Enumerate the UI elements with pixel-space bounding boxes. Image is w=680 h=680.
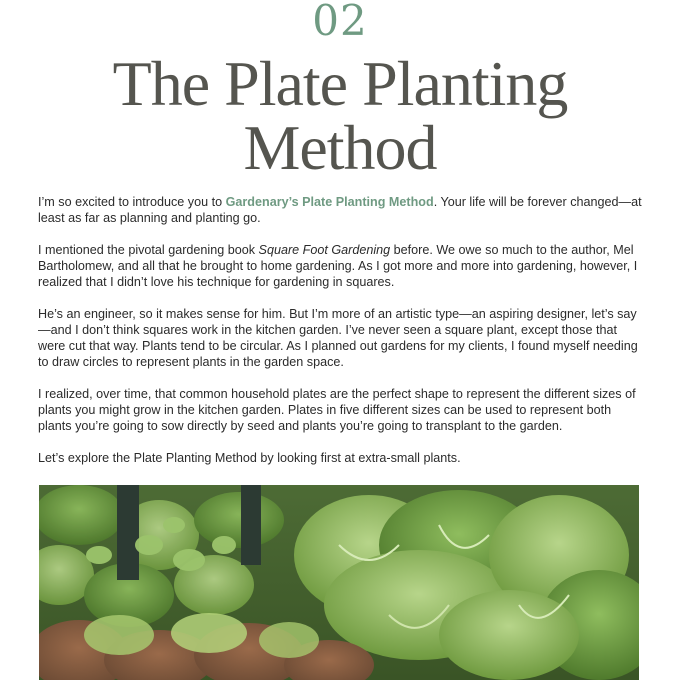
garden-photo [39,485,639,680]
paragraph-1-end: . Your life will be forever changed—at least as far as planning and planting go. [38,195,642,225]
chapter-title-line-2: Method [243,112,437,183]
paragraph-2-end: before. We owe so much to the author, Mel Bartholomew, and all that he brought to home gardening. As I got more and more into gardening, however, I realized that I didn’t love his technique for gardening in squares. [38,243,638,289]
lettuce-photo-illustration [39,485,639,680]
paragraph-2-start: I mentioned the pivotal gardening book [38,243,259,257]
paragraph-1-start: I’m so excited to introduce you to [38,195,226,209]
body-text [38,194,642,482]
chapter-number: 02 [312,0,368,45]
chapter-title [40,48,640,183]
paragraph-3: He’s an engineer, so it makes sense for him. But I’m more of an artistic type—an aspiring designer, let’s say—and I don’t think squares work in the kitchen garden. I’ve never seen a square plant, except those that were cut that way. Plants tend to be circular. As I planned out gardens for my clients, I found myself needing to draw circles to represent plants in the garden space. [38,307,638,369]
method-highlight: Gardenary’s Plate Planting Method [225,195,434,209]
paragraph-5: Let’s explore the Plate Planting Method by looking first at extra-small plants. [38,451,461,465]
chapter-title-line-1: The Plate Planting [112,48,568,119]
paragraph-2 [38,242,642,290]
book-title: Square Foot Gardening [258,243,391,257]
paragraph-4: I realized, over time, that common household plates are the perfect shape to represent the different sizes of plants you might grow in the kitchen garden. Plates in five different sizes can be used to represent both plants you’re going to sow directly by seed and plants you’re going to transplant to the garden. [38,387,636,433]
paragraph-1 [38,194,642,226]
